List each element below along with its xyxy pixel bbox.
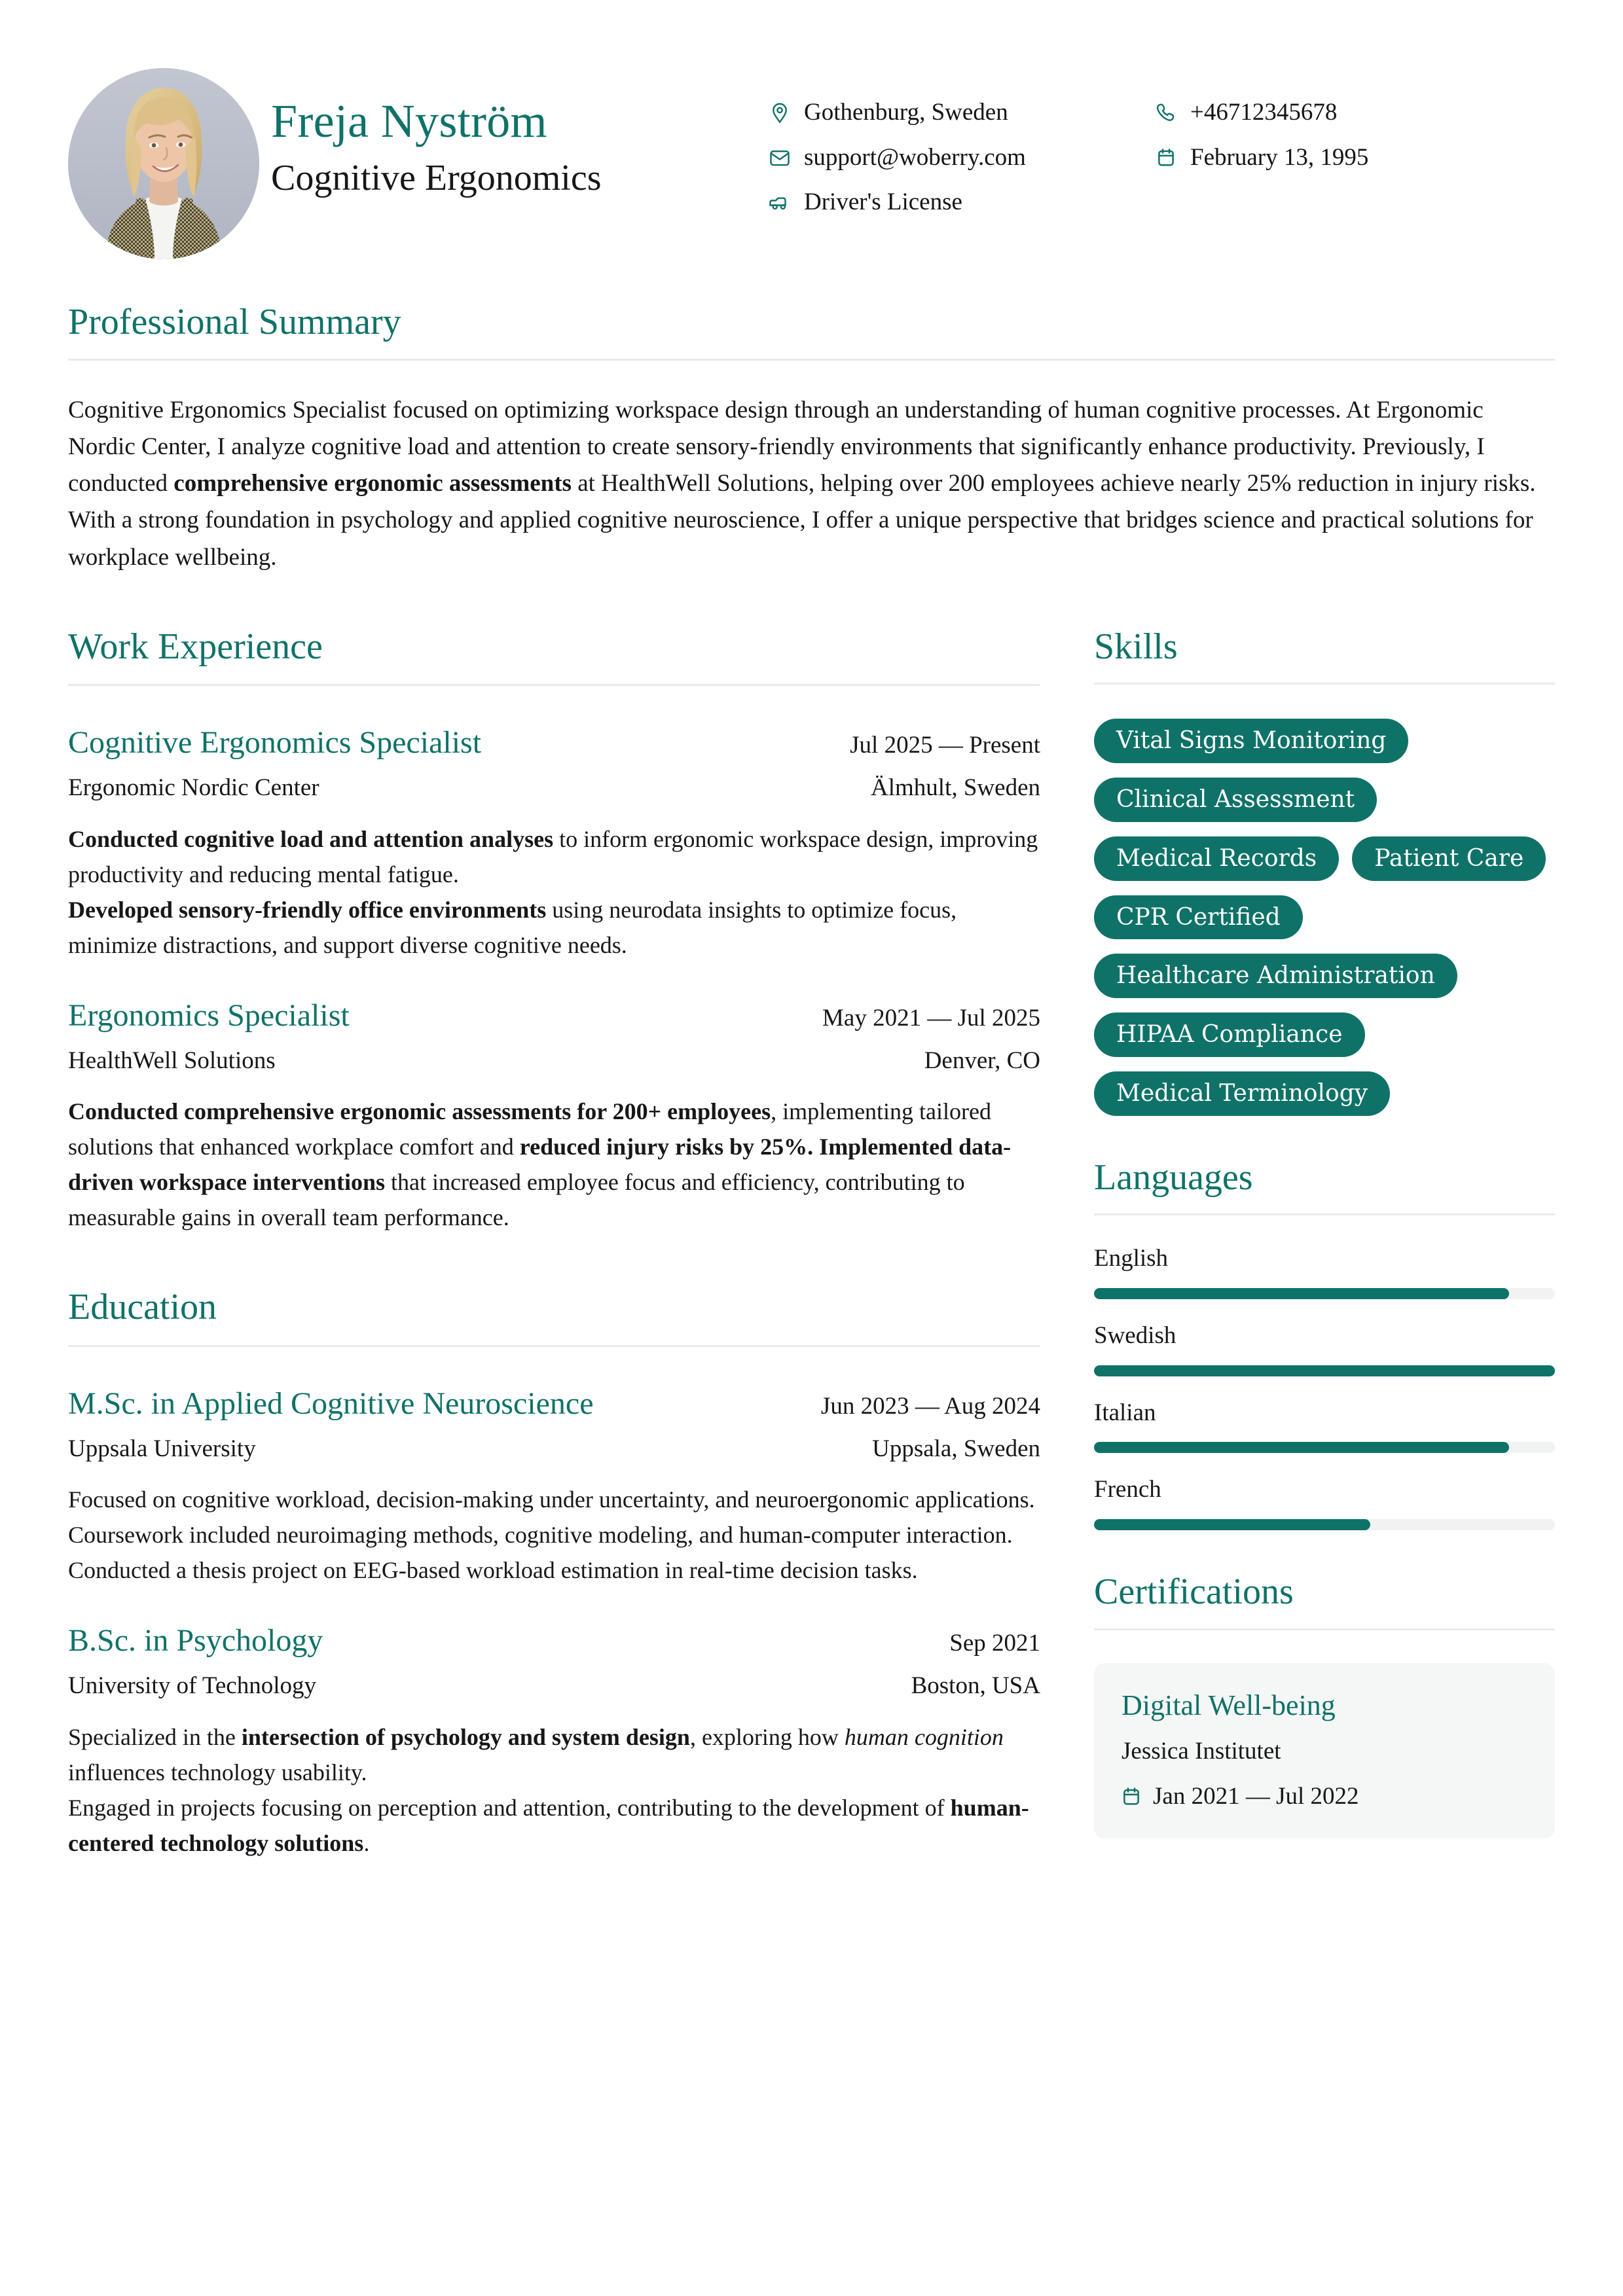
language-level-bar [1094,1365,1555,1376]
section-title-skills: Skills [1094,626,1178,667]
contact-column-left [769,99,1155,216]
avatar-wrap [68,63,271,259]
entry-location: Älmhult, Sweden [871,774,1040,802]
contact-block [769,63,1555,216]
entry-description-line: Focused on cognitive workload, decision-making under uncertainty, and neuroergonomic applications. Coursework included neuroimaging methods, cognitive modeling, and human-computer interaction. Conducted a thesis project on EEG-based workload estimation in real-time decision tasks. [68,1486,1035,1584]
language-name: Swedish [1094,1321,1176,1349]
education-entry-list [68,1386,1040,1861]
language-item [1094,1246,1555,1299]
language-list [1094,1246,1555,1530]
page-title: Freja Nyström [271,95,547,147]
language-level-bar [1094,1519,1555,1530]
avatar [68,68,259,259]
section-professional-summary [68,302,1555,576]
contact-email-text: support@woberry.com [804,143,1026,171]
location-pin-icon [769,101,791,124]
section-divider [68,684,1040,686]
language-level-fill [1094,1365,1555,1376]
language-level-bar [1094,1288,1555,1299]
section-divider [68,1345,1040,1347]
contact-column-right [1155,99,1555,216]
language-item [1094,1400,1555,1454]
skill-pill[interactable]: Vital Signs Monitoring [1094,719,1408,763]
entry-title: B.Sc. in Psychology [68,1623,323,1659]
contact-phone[interactable] [1155,99,1555,126]
calendar-icon [1122,1787,1141,1806]
resume-header [68,63,1555,259]
entry-location: Denver, CO [924,1047,1040,1074]
entry-description-line: Specialized in the intersection of psychology and system design, exploring how human cognition influences technology usability. [68,1723,1004,1785]
certification-date: Jan 2021 — Jul 2022 [1153,1782,1359,1810]
language-name: French [1094,1476,1161,1503]
language-item [1094,1477,1555,1530]
section-divider [1094,1213,1555,1215]
section-divider [1094,1628,1555,1630]
section-certifications [1094,1572,1555,1839]
contact-location-text: Gothenburg, Sweden [804,99,1008,126]
skill-pill[interactable]: Clinical Assessment [1094,778,1377,822]
section-title-summary: Professional Summary [68,302,401,342]
envelope-icon [769,147,791,169]
skill-pill[interactable]: Medical Records [1094,836,1339,881]
language-level-fill [1094,1288,1509,1299]
section-divider [1094,683,1555,685]
certification-list [1094,1663,1555,1839]
skill-pill-list [1094,719,1555,1115]
language-level-fill [1094,1519,1370,1530]
section-education [68,1287,1040,1860]
language-name: English [1094,1245,1169,1272]
section-title-languages: Languages [1094,1157,1253,1198]
entry-description [68,1719,1040,1861]
language-item [1094,1323,1555,1376]
entry-title: Ergonomics Specialist [68,997,350,1033]
entry-description [68,1482,1040,1588]
section-skills [1094,627,1555,1116]
entry-description [68,1094,1040,1235]
entry-subheader [68,1048,1040,1075]
entry-description-line: Conducted comprehensive ergonomic assessments for 200+ employees, implementing tailored solutions that enhanced workplace comfort and reduced injury risks by 25%. Implemented data-driven workspace interventions that increased employee focus and efficiency, contributing to measurable gains in overall team performance. [68,1098,1012,1231]
section-title-work: Work Experience [68,626,323,667]
certification-date-row [1122,1784,1527,1810]
entry-description-line: Engaged in projects focusing on perception and attention, contributing to the development of human-centered technology solutions. [68,1794,1029,1856]
entry-location: Boston, USA [911,1672,1040,1700]
contact-drivers-license[interactable] [769,189,1155,216]
entry [68,725,1040,962]
main-column [68,627,1040,1861]
phone-icon [1155,101,1177,124]
contact-email[interactable] [769,145,1155,171]
contact-location[interactable] [769,99,1155,126]
section-work-experience [68,627,1040,1235]
certification-issuer: Jessica Institutet [1122,1737,1281,1765]
certification-name: Digital Well-being [1122,1689,1336,1721]
section-title-education: Education [68,1287,217,1328]
entry-organization: Ergonomic Nordic Center [68,774,319,802]
entry-date: Jun 2023 — Aug 2024 [820,1392,1040,1420]
certification-card [1094,1663,1555,1839]
section-title-certifications: Certifications [1094,1571,1294,1612]
job-role: Cognitive Ergonomics [271,157,602,198]
entry-location: Uppsala, Sweden [872,1435,1040,1462]
summary-text: Cognitive Ergonomics Specialist focused on optimizing workspace design through an understanding of human cognitive processes. At Ergonomic Nordic Center, I analyze cognitive load and attention to create sensory-friendly environments that significantly enhance productivity. Previously, I conducted comprehensive ergonomic assessments at HealthWell Solutions, helping over 200 employees achieve nearly 25% reduction in injury risks. With a strong foundation in psychology and applied cognitive neuroscience, I offer a unique perspective that bridges science and practical solutions for workplace wellbeing. [68,396,1536,571]
entry-header [68,1623,1040,1659]
language-level-fill [1094,1442,1509,1453]
entry-description [68,821,1040,963]
work-entry-list [68,725,1040,1235]
entry [68,1386,1040,1588]
side-column [1040,627,1555,1839]
entry-title: Cognitive Ergonomics Specialist [68,725,482,761]
skill-pill[interactable]: CPR Certified [1094,895,1303,940]
entry-subheader [68,775,1040,802]
entry-date: May 2021 — Jul 2025 [822,1004,1040,1031]
entry-date: Sep 2021 [949,1630,1040,1657]
language-name: Italian [1094,1399,1156,1426]
contact-birthdate[interactable] [1155,145,1555,171]
entry [68,998,1040,1235]
entry-title: M.Sc. in Applied Cognitive Neuroscience [68,1386,594,1421]
entry-organization: HealthWell Solutions [68,1047,276,1074]
entry-organization: University of Technology [68,1672,316,1700]
entry-subheader [68,1436,1040,1463]
identity-block [271,63,769,198]
skill-pill[interactable]: Healthcare Administration [1094,954,1457,998]
section-divider [68,359,1555,361]
entry-header [68,998,1040,1033]
contact-drivers-license-text: Driver's License [804,188,962,216]
entry-subheader [68,1673,1040,1700]
skill-pill[interactable]: Medical Terminology [1094,1071,1390,1116]
entry-date: Jul 2025 — Present [850,732,1040,759]
entry-description-line: Developed sensory-friendly office environments using neurodata insights to optimize focus, minimize distractions, and support diverse cognitive needs. [68,896,957,958]
entry-header [68,725,1040,761]
skill-pill[interactable]: HIPAA Compliance [1094,1013,1365,1057]
skill-pill[interactable]: Patient Care [1352,836,1546,881]
contact-phone-text: +46712345678 [1190,99,1338,126]
entry [68,1623,1040,1860]
entry-header [68,1386,1040,1422]
calendar-icon [1155,147,1177,169]
language-level-bar [1094,1442,1555,1453]
section-languages [1094,1158,1555,1530]
car-icon [769,192,791,214]
entry-organization: Uppsala University [68,1435,256,1462]
entry-description-line: Conducted cognitive load and attention analyses to inform ergonomic workspace design, improving productivity and reducing mental fatigue. [68,825,1038,888]
contact-birthdate-text: February 13, 1995 [1190,143,1369,171]
